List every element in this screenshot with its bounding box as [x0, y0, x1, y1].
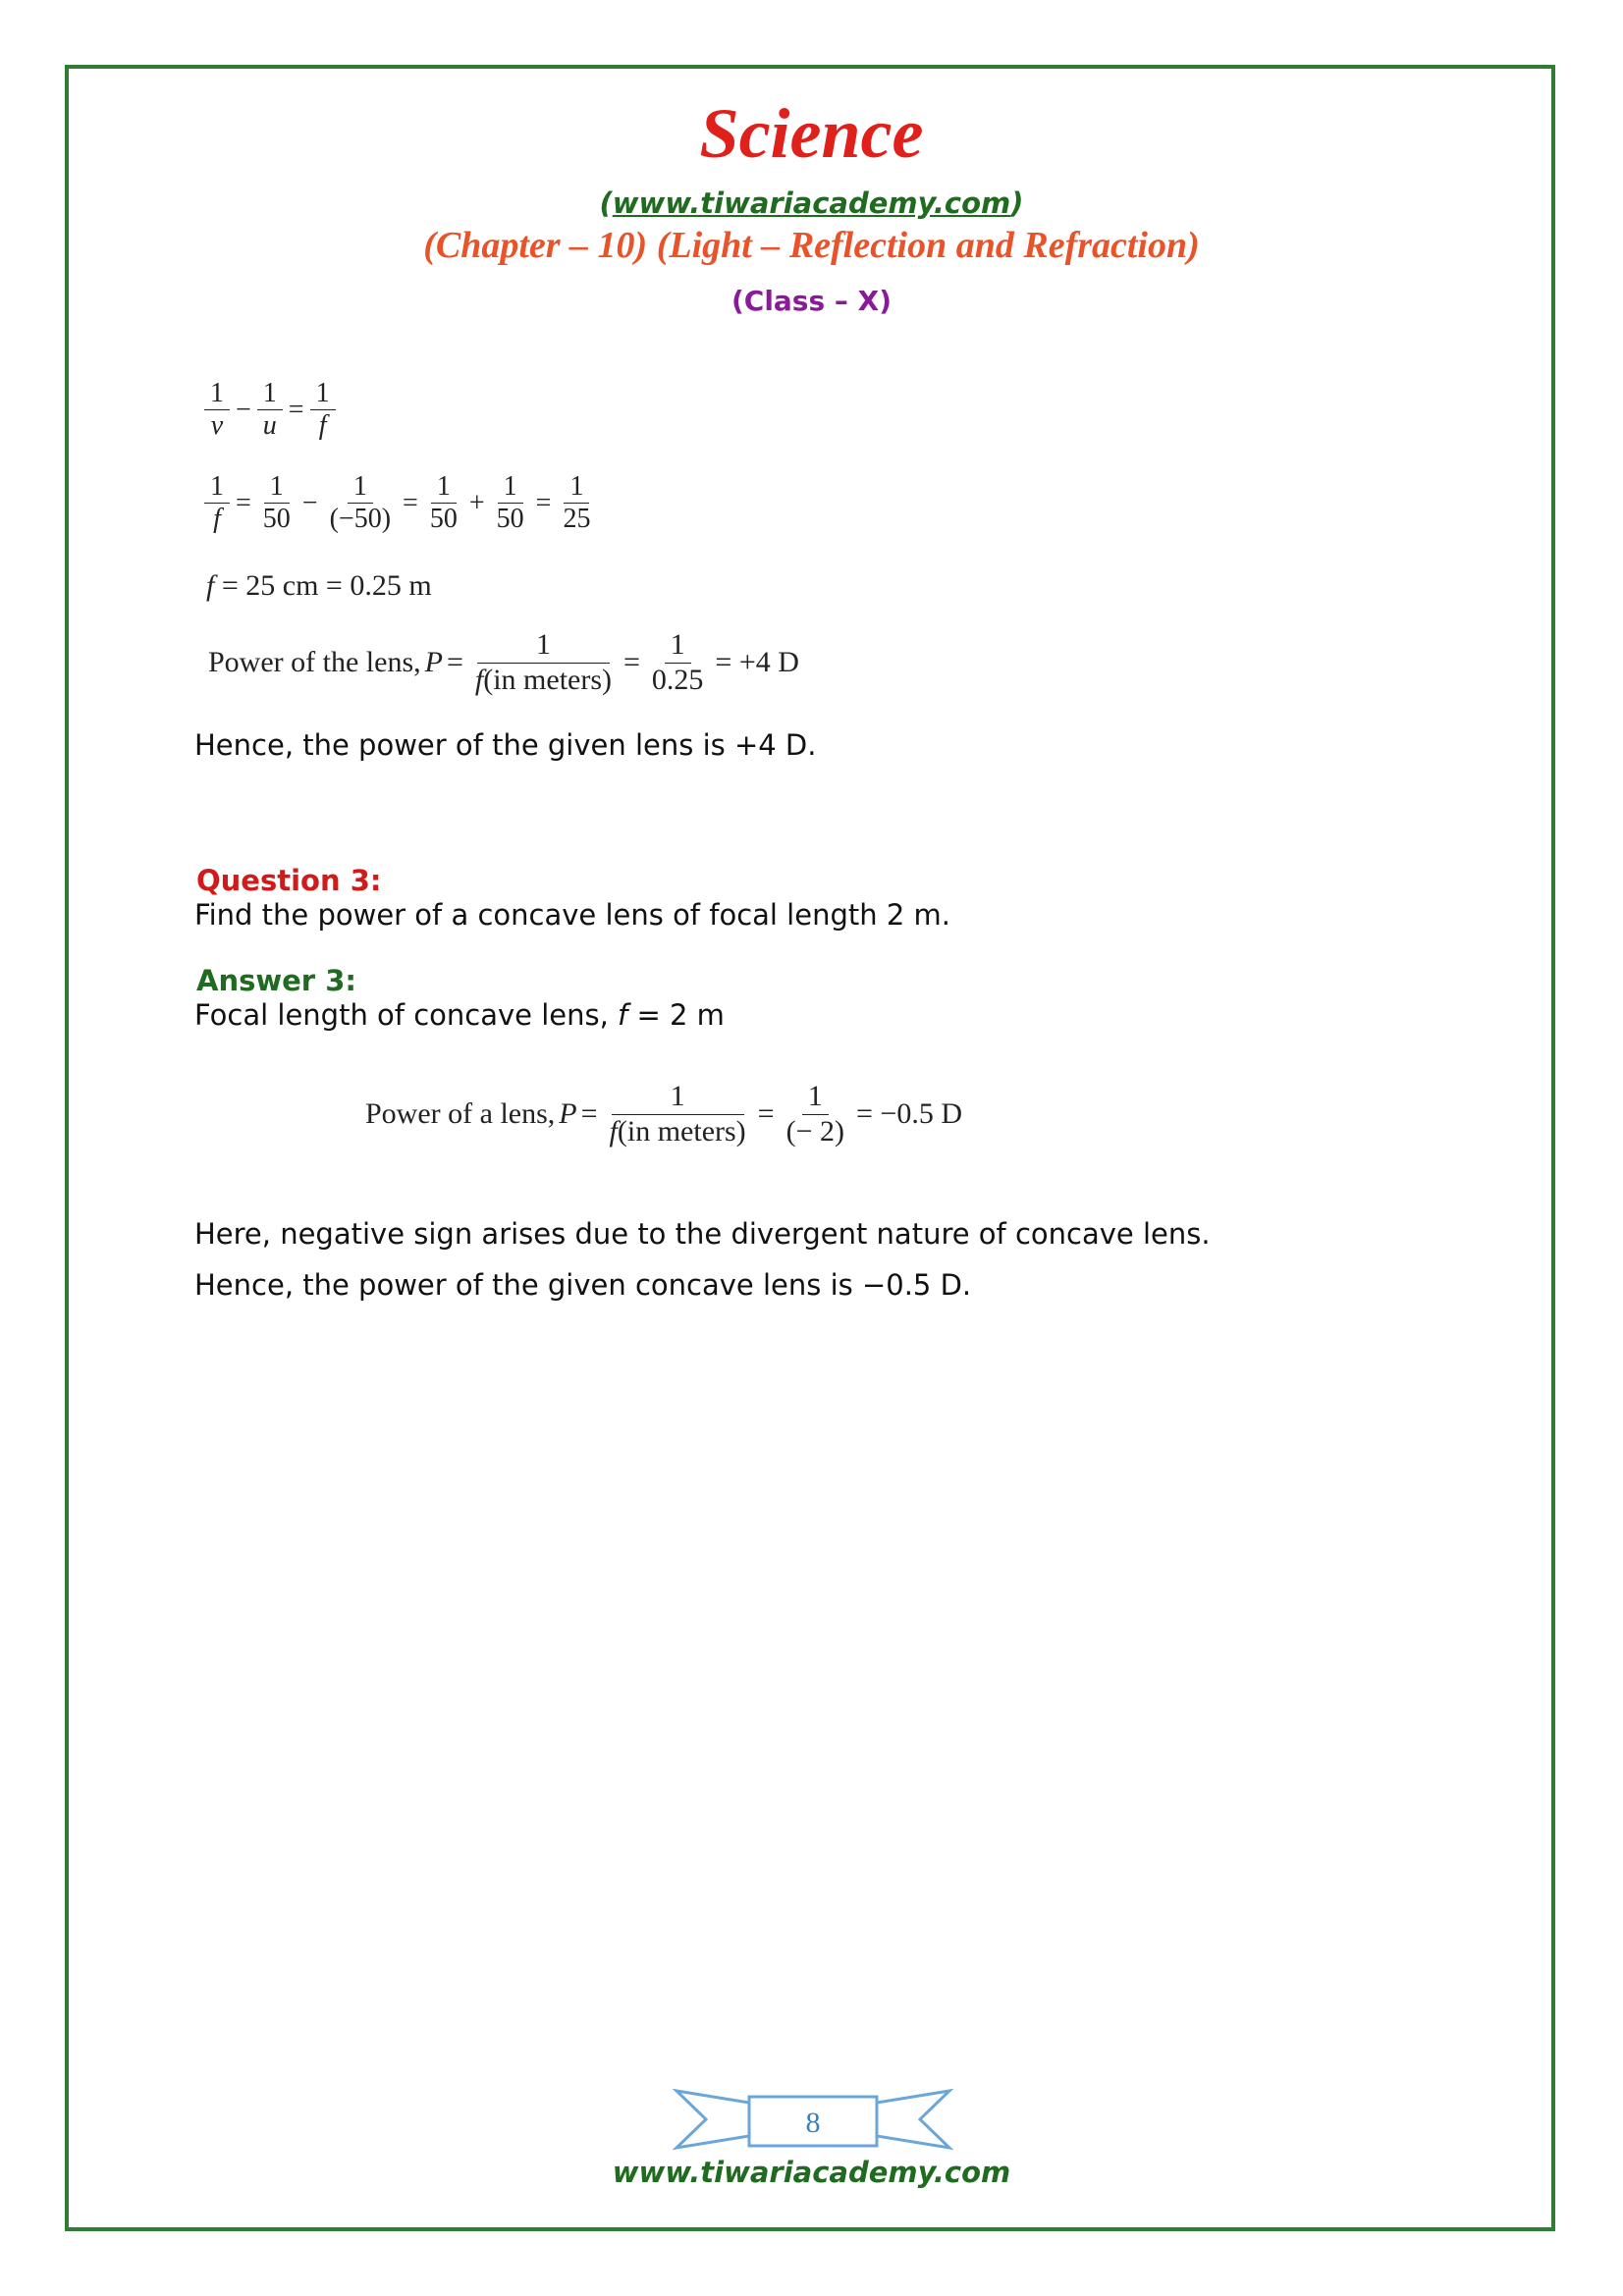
den — [469, 664, 618, 698]
conclusion-2: Hence, the power of the given concave lens is −0.5 D. — [194, 1268, 972, 1302]
num: 1 — [802, 1080, 829, 1115]
page-number-badge — [671, 2085, 955, 2154]
den: u — [262, 410, 277, 442]
power-label: Power of a lens, — [365, 1097, 556, 1130]
answer-line — [194, 998, 725, 1032]
den: 50 — [262, 504, 291, 535]
in-meters: (in meters) — [483, 663, 612, 696]
num: 1 — [431, 471, 457, 504]
var-p: P — [424, 646, 443, 678]
page-title: Science — [699, 94, 924, 173]
class-label: (Class – X) — [730, 285, 893, 317]
num: 1 — [257, 378, 283, 410]
question-text: Find the power of a concave lens of focal length 2 m. — [194, 898, 950, 932]
site-link[interactable]: www.tiwariacademy.com — [612, 187, 1011, 220]
badge-right-ribbon — [877, 2091, 949, 2148]
page-number: 8 — [805, 2107, 821, 2139]
den: f — [213, 504, 221, 535]
den: v — [210, 410, 224, 442]
den: f — [318, 410, 327, 442]
header-site — [0, 187, 1623, 220]
num: 1 — [498, 471, 523, 504]
num: 1 — [204, 378, 230, 410]
var-f: f — [474, 663, 484, 696]
var-p: P — [559, 1097, 577, 1130]
den: 50 — [496, 504, 524, 535]
note-text: Here, negative sign arises due to the divergent nature of concave lens. — [194, 1217, 1211, 1251]
conclusion-1: Hence, the power of the given lens is +4 D. — [194, 728, 817, 762]
num: 1 — [204, 471, 230, 504]
den: 25 — [563, 504, 591, 535]
answer-prefix: Focal length of concave lens, — [194, 998, 619, 1032]
result: = −0.5 D — [856, 1097, 963, 1130]
power-equation-1: Power of the lens,P = $\frac{1}{\text{f(in meters)}}$ = $\frac{1}{0.25}$ = +4 D — [208, 628, 799, 696]
num: 1 — [310, 378, 336, 410]
den: (− 2) — [785, 1114, 844, 1148]
focal-calculation: $\frac{1}{f}$ = $\frac{1}{50}$ − $\frac{1}{(-50)}$ = $\frac{1}{50}$ + $\frac{1}{50}$ = $\frac{1}{25}$ — [200, 471, 600, 535]
in-meters: (in meters) — [617, 1114, 746, 1148]
var-f: f — [618, 998, 628, 1032]
question-heading: Question 3: — [196, 864, 382, 897]
answer-heading: Answer 3: — [196, 964, 356, 997]
focal-result — [206, 569, 432, 603]
var-f: f — [206, 569, 215, 602]
den: 0.25 — [651, 663, 704, 696]
lens-formula: $\frac{1}{v}$ − $\frac{1}{u}$ = $\frac{1}{f}$ — [200, 378, 340, 442]
focal-value: = 25 cm = 0.25 m — [221, 569, 432, 602]
chapter-heading: (Chapter – 10) (Light – Reflection and Refraction) — [423, 225, 1200, 266]
num: 1 — [477, 628, 610, 664]
site-paren-open: ( — [599, 187, 613, 220]
den: 50 — [429, 504, 458, 535]
footer-site[interactable]: www.tiwariacademy.com — [612, 2156, 1011, 2189]
num: 1 — [264, 471, 290, 504]
badge-left-ribbon — [676, 2091, 749, 2148]
var-f: f — [609, 1114, 618, 1148]
power-label: Power of the lens, — [208, 646, 421, 678]
den: (−50) — [329, 504, 392, 535]
num: 1 — [665, 628, 691, 664]
site-paren-close: ) — [1010, 187, 1024, 220]
num: 1 — [612, 1080, 744, 1115]
num: 1 — [348, 471, 373, 504]
answer-suffix: = 2 m — [627, 998, 725, 1032]
num: 1 — [564, 471, 589, 504]
den — [604, 1115, 752, 1149]
result: = +4 D — [715, 646, 799, 678]
power-equation-2: Power of a lens,P = $\frac{1}{\text{f(in meters)}}$ = $\frac{1}{(- 2)}$ = −0.5 D — [365, 1080, 963, 1148]
